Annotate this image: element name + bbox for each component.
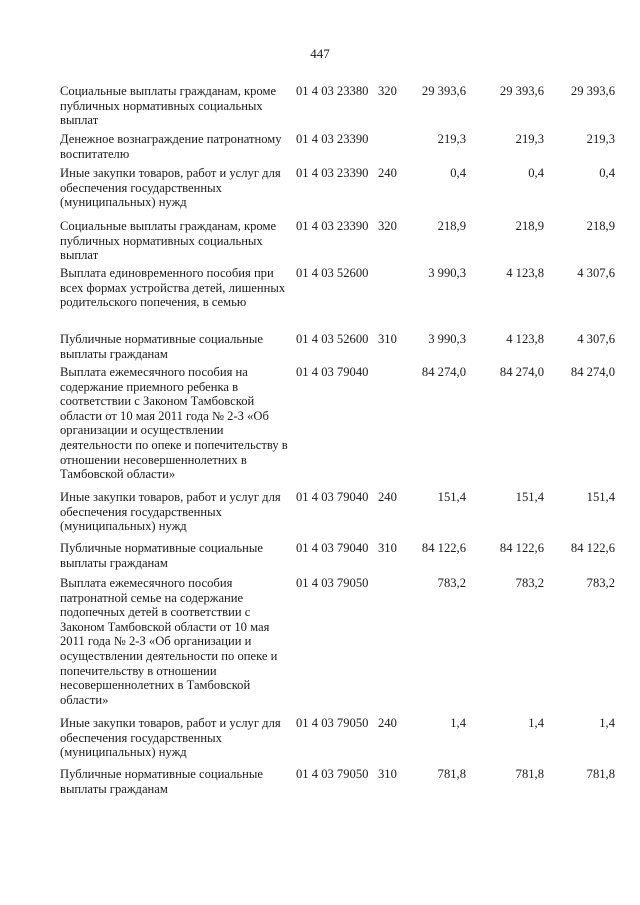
row-value-3: 219,3 (586, 132, 615, 146)
row-expense-type: 310 (378, 767, 397, 781)
row-value-1: 3 990,3 (428, 332, 466, 346)
row-description: Выплата ежемесячного пособия на содержание приемного ребенка в соответствии с Законом Тамбовской области от 10 мая 2011 года № 2-З «Об организации и осуществлении деятельности по опеке и попечительству в отношении несовершеннолетних в Тамбовской области» (60, 365, 288, 482)
row-value-2: 218,9 (515, 219, 544, 233)
row-value-1: 84 122,6 (421, 541, 466, 555)
row-description: Публичные нормативные социальные выплаты гражданам (60, 332, 263, 361)
row-description: Социальные выплаты гражданам, кроме публичных нормативных социальных выплат (60, 219, 277, 263)
row-value-2: 219,3 (515, 132, 544, 146)
row-code: 01 4 03 79040 (296, 541, 369, 555)
table-row (0, 84, 640, 132)
row-value-3: 4 307,6 (577, 332, 615, 346)
row-code: 01 4 03 52600 (296, 266, 369, 280)
table-row (0, 576, 640, 716)
row-value-3: 783,2 (586, 576, 615, 590)
row-value-2: 4 123,8 (506, 332, 544, 346)
row-expense-type: 240 (378, 490, 397, 504)
table-row (0, 365, 640, 490)
row-description: Иные закупки товаров, работ и услуг для обеспечения государственных (муниципальных) нужд (60, 716, 281, 760)
row-value-1: 3 990,3 (428, 266, 466, 280)
row-value-2: 1,4 (528, 716, 544, 730)
row-expense-type: 240 (378, 716, 397, 730)
table-row (0, 332, 640, 365)
row-description: Денежное вознаграждение патронатному воспитателю (60, 132, 282, 161)
table-row (0, 266, 640, 332)
row-description: Публичные нормативные социальные выплаты гражданам (60, 541, 263, 570)
row-expense-type: 320 (378, 219, 397, 233)
row-value-3: 29 393,6 (570, 84, 615, 98)
row-code: 01 4 03 23390 (296, 219, 369, 233)
row-value-3: 0,4 (599, 166, 615, 180)
row-value-1: 219,3 (437, 132, 466, 146)
table-row (0, 490, 640, 541)
row-code: 01 4 03 23380 (296, 84, 369, 98)
row-value-2: 84 122,6 (499, 541, 544, 555)
row-expense-type: 240 (378, 166, 397, 180)
row-code: 01 4 03 79040 (296, 490, 369, 504)
row-value-3: 84 122,6 (570, 541, 615, 555)
row-value-1: 1,4 (450, 716, 466, 730)
row-value-1: 783,2 (437, 576, 466, 590)
row-description: Публичные нормативные социальные выплаты гражданам (60, 767, 263, 796)
row-value-2: 29 393,6 (499, 84, 544, 98)
row-value-2: 4 123,8 (506, 266, 544, 280)
row-description: Иные закупки товаров, работ и услуг для обеспечения государственных (муниципальных) нужд (60, 166, 281, 210)
row-code: 01 4 03 52600 (296, 332, 369, 346)
table-row (0, 132, 640, 166)
row-value-2: 783,2 (515, 576, 544, 590)
row-value-1: 0,4 (450, 166, 466, 180)
row-value-1: 218,9 (437, 219, 466, 233)
row-value-3: 781,8 (586, 767, 615, 781)
row-value-1: 29 393,6 (421, 84, 466, 98)
row-value-3: 84 274,0 (570, 365, 615, 379)
page-number: 447 (310, 46, 330, 61)
row-code: 01 4 03 79050 (296, 716, 369, 730)
row-value-1: 151,4 (437, 490, 466, 504)
row-value-2: 151,4 (515, 490, 544, 504)
budget-table (0, 84, 640, 801)
row-value-1: 84 274,0 (421, 365, 466, 379)
row-value-3: 218,9 (586, 219, 615, 233)
table-row (0, 219, 640, 266)
row-description: Выплата единовременного пособия при всех формах устройства детей, лишенных родительского попечения, в семью (60, 266, 286, 310)
table-row (0, 166, 640, 219)
row-expense-type: 310 (378, 541, 397, 555)
row-value-2: 84 274,0 (499, 365, 544, 379)
row-value-1: 781,8 (437, 767, 466, 781)
row-value-3: 151,4 (586, 490, 615, 504)
table-row (0, 541, 640, 576)
row-code: 01 4 03 79050 (296, 576, 369, 590)
row-expense-type: 310 (378, 332, 397, 346)
row-code: 01 4 03 79050 (296, 767, 369, 781)
table-row (0, 716, 640, 767)
row-description: Выплата ежемесячного пособия патронатной семье на содержание подопечных детей в соответствии с Законом Тамбовской области от 10 мая 2011 года № 2-З «Об организации и осуществлении деятельности по опеке и попечительству в отношении несовершеннолетних в Тамбовской области» (60, 576, 278, 707)
row-value-2: 0,4 (528, 166, 544, 180)
row-code: 01 4 03 23390 (296, 132, 369, 146)
row-description: Социальные выплаты гражданам, кроме публичных нормативных социальных выплат (60, 84, 277, 128)
table-row (0, 767, 640, 801)
row-code: 01 4 03 23390 (296, 166, 369, 180)
row-value-2: 781,8 (515, 767, 544, 781)
row-value-3: 1,4 (599, 716, 615, 730)
row-value-3: 4 307,6 (577, 266, 615, 280)
row-code: 01 4 03 79040 (296, 365, 369, 379)
row-expense-type: 320 (378, 84, 397, 98)
row-description: Иные закупки товаров, работ и услуг для обеспечения государственных (муниципальных) нужд (60, 490, 281, 534)
